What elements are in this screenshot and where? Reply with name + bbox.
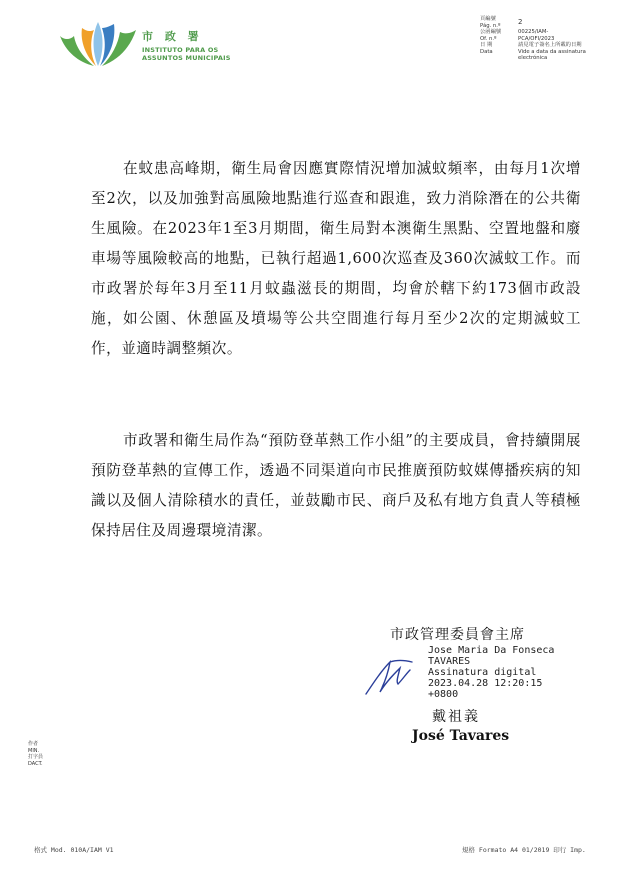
digital-signature-timezone: +0800 — [428, 689, 459, 700]
digital-signature-block — [428, 645, 554, 700]
logo-emblem-icon — [56, 18, 142, 74]
signatory-name-chinese: 戴祖義 — [432, 709, 480, 725]
page-number-value: 2 — [518, 18, 523, 26]
digital-signature-name-2: TAVARES — [428, 656, 471, 667]
reference-number-value-1: 00225/IAM- — [518, 29, 549, 35]
typist-label: 打字員 — [28, 754, 44, 760]
signatory-title: 市政管理委員會主席 — [390, 627, 525, 643]
footer-form-model: 格式 Mod. 010A/IAM V1 — [34, 846, 114, 854]
signatory-name-portuguese: José Tavares — [412, 728, 510, 744]
digital-signature-timestamp: 2023.04.28 12:20:15 — [428, 678, 543, 689]
author-label: 作者 — [28, 741, 39, 747]
logo-portuguese-name-line2: ASSUNTOS MUNICIPAIS — [142, 54, 231, 62]
date-value-pt-1: Vide a data da assinatura — [518, 48, 586, 55]
author-label-pt: MIN. — [28, 747, 40, 754]
page-number-label: 頁編號 — [480, 16, 496, 22]
footer-format-info: 規格 Formato A4 01/2019 印行 Imp. — [462, 846, 586, 854]
date-label: 日 期 — [480, 42, 493, 48]
digital-signature-name-1: Jose Maria Da Fonseca — [428, 645, 555, 656]
date-value-cn: 請見電子簽名上所載的日期 — [518, 42, 582, 48]
date-label-pt: Data — [480, 48, 493, 55]
body-paragraph-2: 市政署和衛生局作為“預防登革熱工作小組”的主要成員，會持續開展預防登革熱的宣傳工作，透過不同渠道向市民推廣預防蚊媒傳播疾病的知識以及個人清除積水的責任，並鼓勵市民、商戶及私有地方負責人等積極保持居住及周邊環境清潔。 — [91, 432, 581, 539]
logo-chinese-name: 市 政 署 — [142, 30, 203, 43]
date-value-pt-2: electrónica — [518, 55, 548, 61]
institution-logo — [56, 18, 236, 74]
logo-portuguese-name-line1: INSTITUTO PARA OS — [142, 46, 219, 54]
page-number-label-pt: Pág. n.º — [480, 22, 501, 29]
typist-label-pt: DACT. — [28, 760, 43, 767]
body-paragraph-1: 在蚊患高峰期，衛生局會因應實際情況增加滅蚊頻率，由每月1次增至2次，以及加強對高風險地點進行巡查和跟進，致力消除潛在的公共衛生風險。在2023年1至3月期間，衛生局對本澳衛生黑點、空置地盤和廢車場等風險較高的地點，已執行超過1,600次巡查及360次滅蚊工作。而市政署於每年3月至11月蚊蟲滋長的期間，均會於轄下約173個市政設施，如公園、休憩區及墳場等公共空間進行每月至少2次的定期滅蚊工作，並適時調整頻次。 — [91, 160, 581, 357]
author-typist-stamp — [28, 741, 43, 767]
reference-number-label: 公函編號 — [480, 29, 502, 35]
reference-number-label-pt: Of. n.º — [480, 35, 497, 42]
reference-number-value-2: PCA/OFI/2023 — [518, 35, 555, 42]
digital-signature-label: Assinatura digital — [428, 667, 537, 678]
handwritten-signature-icon — [360, 652, 420, 700]
reference-block — [480, 16, 620, 62]
